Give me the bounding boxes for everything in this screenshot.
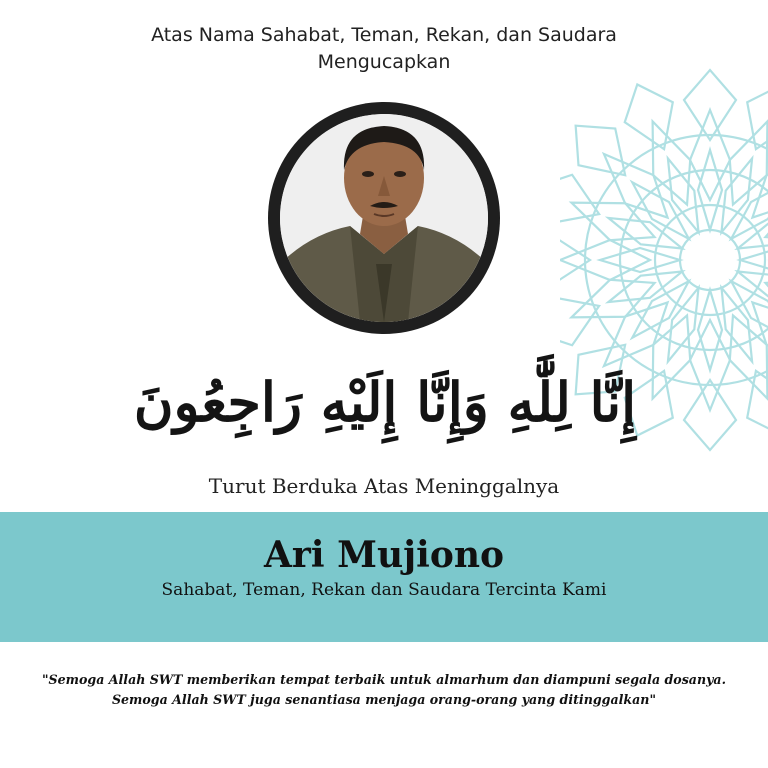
deceased-relation: Sahabat, Teman, Rekan dan Saudara Tercinta Kami xyxy=(161,580,607,600)
portrait-photo xyxy=(280,114,488,322)
calligraphy-text: إِنَّا لِلَّٰهِ وَإِنَّا إِلَيْهِ رَاجِعُونَ xyxy=(133,370,637,434)
name-band xyxy=(0,512,768,642)
portrait-illustration xyxy=(280,114,488,322)
prayer-quote xyxy=(0,670,768,710)
prayer-line-1: "Semoga Allah SWT memberikan tempat terbaik untuk almarhum dan diampuni segala dosanya. xyxy=(42,672,726,687)
condolence-text: Turut Berduka Atas Meninggalnya xyxy=(208,474,560,498)
header-text xyxy=(0,22,768,76)
deceased-name: Ari Mujiono xyxy=(263,534,505,576)
arabic-calligraphy xyxy=(133,338,637,466)
header-line-1: Atas Nama Sahabat, Teman, Rekan, dan Saudara xyxy=(151,24,617,46)
prayer-line-2: Semoga Allah SWT juga senantiasa menjaga orang-orang yang ditinggalkan" xyxy=(111,692,657,707)
portrait-frame xyxy=(268,102,500,334)
header-line-2: Mengucapkan xyxy=(317,51,451,73)
